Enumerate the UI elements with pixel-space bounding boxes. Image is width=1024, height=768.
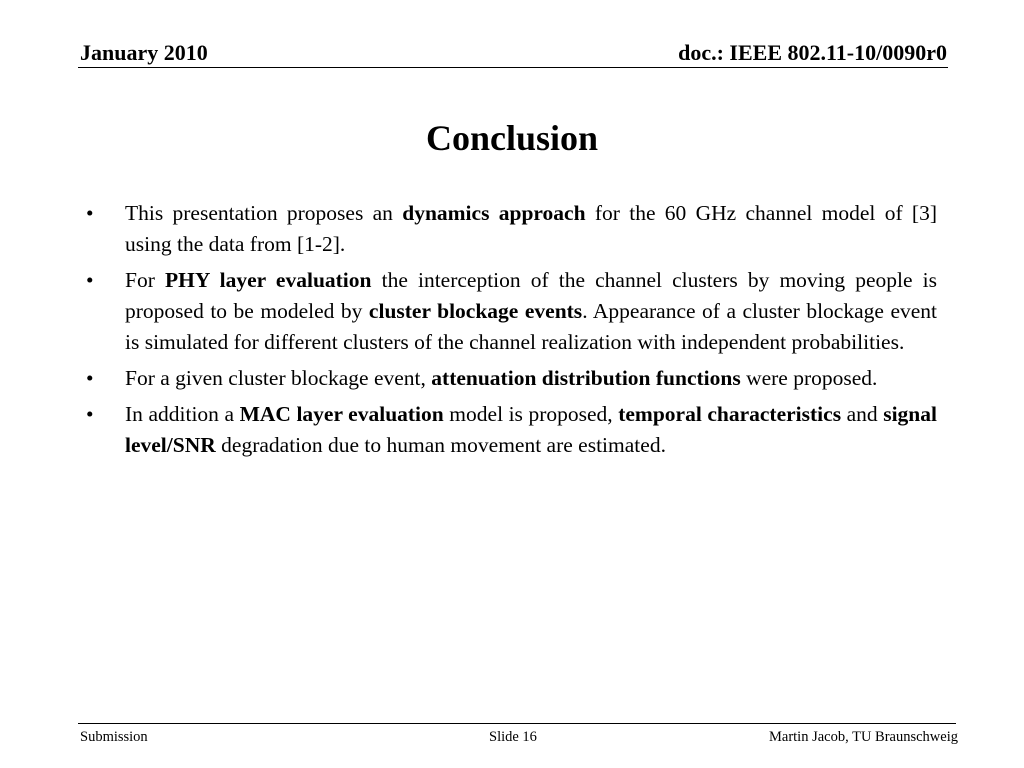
- bullet-text: For: [125, 268, 165, 292]
- bullet-list: [86, 198, 937, 466]
- bullet-text: and: [841, 402, 884, 426]
- slide-title: Conclusion: [425, 118, 599, 158]
- bullet-marker: •: [86, 366, 94, 390]
- bullet-item: [86, 399, 937, 461]
- bullet-item: [86, 265, 937, 358]
- bullet-emphasis: signal level/SNR: [125, 402, 937, 457]
- bullet-text: This presentation proposes an: [125, 201, 403, 225]
- bullet-text: For a given cluster blockage event,: [125, 366, 432, 390]
- bullet-text: In addition a: [125, 402, 240, 426]
- bullet-item: [86, 198, 937, 260]
- bullet-text: . Appearance of a cluster blockage event is simulated for different clusters of the channel realization with independent probabilities.: [125, 299, 937, 354]
- footer-author: Martin Jacob, TU Braunschweig: [769, 729, 958, 745]
- bullet-text: degradation due to human movement are estimated.: [215, 433, 666, 457]
- bullet-marker: •: [86, 201, 94, 225]
- bullet-text: were proposed.: [740, 366, 878, 390]
- bullet-emphasis: cluster blockage events: [368, 299, 583, 323]
- bullet-item: [86, 363, 937, 394]
- bullet-text: for the 60 GHz channel model of [3] using the data from [1-2].: [125, 201, 937, 256]
- bullet-emphasis: attenuation distribution functions: [431, 366, 741, 390]
- footer-divider: [78, 723, 956, 724]
- bullet-emphasis: PHY layer evaluation: [164, 268, 372, 292]
- footer-submission: Submission: [80, 729, 148, 745]
- header-doc-id: doc.: IEEE 802.11-10/0090r0: [678, 40, 947, 65]
- bullet-text: the interception of the channel clusters by moving people is proposed to be modeled by: [125, 268, 937, 323]
- footer-slide-number: Slide 16: [489, 729, 537, 745]
- bullet-emphasis: dynamics approach: [402, 201, 586, 225]
- bullet-text: model is proposed,: [443, 402, 619, 426]
- bullet-marker: •: [86, 268, 94, 292]
- bullet-emphasis: temporal characteristics: [618, 402, 842, 426]
- header-date: January 2010: [80, 40, 208, 65]
- bullet-emphasis: MAC layer evaluation: [239, 402, 444, 426]
- bullet-marker: •: [86, 402, 94, 426]
- header-divider: [78, 67, 948, 68]
